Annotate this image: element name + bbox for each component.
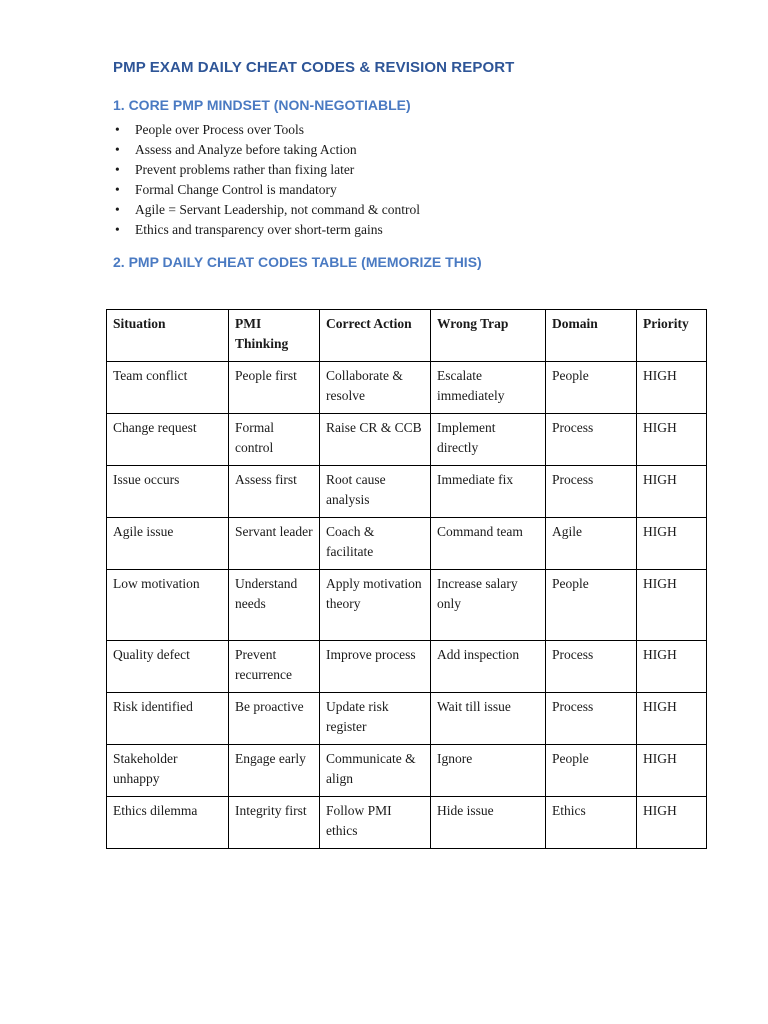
table-header-row — [107, 310, 707, 362]
cell-situation: Stakeholder unhappy — [107, 745, 229, 797]
cell-wrong-trap: Ignore — [431, 745, 546, 797]
cell-correct-action: Follow PMI ethics — [320, 797, 431, 849]
column-header-priority: Priority — [637, 310, 707, 362]
cell-wrong-trap: Implement directly — [431, 414, 546, 466]
column-header-wrong-trap: Wrong Trap — [431, 310, 546, 362]
cell-wrong-trap: Increase salary only — [431, 570, 546, 641]
cell-priority: HIGH — [637, 518, 707, 570]
cell-priority: HIGH — [637, 466, 707, 518]
cell-wrong-trap: Add inspection — [431, 641, 546, 693]
cell-domain: Agile — [546, 518, 637, 570]
cell-situation: Low motivation — [107, 570, 229, 641]
column-header-correct-action: Correct Action — [320, 310, 431, 362]
cell-correct-action: Communicate & align — [320, 745, 431, 797]
cell-pmi-thinking: Be proactive — [229, 693, 320, 745]
cell-pmi-thinking: Formal control — [229, 414, 320, 466]
bullet-text: Formal Change Control is mandatory — [135, 182, 337, 197]
bullet-text: Agile = Servant Leadership, not command & control — [135, 202, 421, 217]
table-row — [107, 518, 707, 570]
cell-pmi-thinking: Prevent recurrence — [229, 641, 320, 693]
cell-priority: HIGH — [637, 414, 707, 466]
cell-priority: HIGH — [637, 570, 707, 641]
bullet-item — [113, 200, 420, 220]
cell-priority: HIGH — [637, 641, 707, 693]
cell-situation: Team conflict — [107, 362, 229, 414]
cell-correct-action: Raise CR & CCB — [320, 414, 431, 466]
bullet-icon: • — [115, 142, 120, 157]
cell-priority: HIGH — [637, 362, 707, 414]
table-row — [107, 641, 707, 693]
bullet-item — [113, 180, 420, 200]
cell-priority: HIGH — [637, 797, 707, 849]
document-title: PMP EXAM DAILY CHEAT CODES & REVISION REPORT — [113, 59, 515, 76]
cell-correct-action: Update risk register — [320, 693, 431, 745]
cell-wrong-trap: Hide issue — [431, 797, 546, 849]
cell-correct-action: Improve process — [320, 641, 431, 693]
cell-pmi-thinking: Servant leader — [229, 518, 320, 570]
bullet-text: People over Process over Tools — [135, 122, 305, 137]
bullet-icon: • — [115, 222, 120, 237]
mindset-bullet-list — [113, 120, 420, 240]
cheat-codes-table — [106, 309, 707, 849]
cell-correct-action: Collaborate & resolve — [320, 362, 431, 414]
bullet-text: Ethics and transparency over short-term gains — [135, 222, 383, 237]
column-header-pmi-thinking: PMI Thinking — [229, 310, 320, 362]
cell-situation: Risk identified — [107, 693, 229, 745]
cell-domain: Process — [546, 466, 637, 518]
cell-situation: Ethics dilemma — [107, 797, 229, 849]
table-row — [107, 693, 707, 745]
bullet-item — [113, 160, 420, 180]
cell-pmi-thinking: People first — [229, 362, 320, 414]
bullet-icon: • — [115, 162, 120, 177]
cell-pmi-thinking: Engage early — [229, 745, 320, 797]
table-row — [107, 414, 707, 466]
cell-correct-action: Apply motivation theory — [320, 570, 431, 641]
bullet-item — [113, 220, 420, 240]
table-row — [107, 362, 707, 414]
cell-situation: Issue occurs — [107, 466, 229, 518]
table-row — [107, 570, 707, 641]
cell-situation: Agile issue — [107, 518, 229, 570]
cell-domain: People — [546, 745, 637, 797]
cell-domain: Process — [546, 414, 637, 466]
bullet-item — [113, 120, 420, 140]
bullet-icon: • — [115, 182, 120, 197]
cell-situation: Quality defect — [107, 641, 229, 693]
cell-pmi-thinking: Assess first — [229, 466, 320, 518]
column-header-situation: Situation — [107, 310, 229, 362]
section-heading-core-mindset: 1. CORE PMP MINDSET (NON-NEGOTIABLE) — [113, 97, 411, 113]
cell-priority: HIGH — [637, 745, 707, 797]
cell-pmi-thinking: Integrity first — [229, 797, 320, 849]
cell-domain: Process — [546, 641, 637, 693]
bullet-text: Prevent problems rather than fixing later — [135, 162, 355, 177]
section-heading-cheat-codes: 2. PMP DAILY CHEAT CODES TABLE (MEMORIZE THIS) — [113, 254, 482, 270]
cell-situation: Change request — [107, 414, 229, 466]
cell-pmi-thinking: Understand needs — [229, 570, 320, 641]
table-row — [107, 745, 707, 797]
cell-correct-action: Root cause analysis — [320, 466, 431, 518]
cell-domain: Process — [546, 693, 637, 745]
cell-domain: People — [546, 570, 637, 641]
bullet-icon: • — [115, 202, 120, 217]
cell-domain: Ethics — [546, 797, 637, 849]
bullet-item — [113, 140, 420, 160]
column-header-domain: Domain — [546, 310, 637, 362]
bullet-icon: • — [115, 122, 120, 137]
cell-priority: HIGH — [637, 693, 707, 745]
bullet-text: Assess and Analyze before taking Action — [135, 142, 357, 157]
cell-wrong-trap: Command team — [431, 518, 546, 570]
table-row — [107, 797, 707, 849]
cell-wrong-trap: Immediate fix — [431, 466, 546, 518]
cell-wrong-trap: Wait till issue — [431, 693, 546, 745]
table-row — [107, 466, 707, 518]
cell-wrong-trap: Escalate immediately — [431, 362, 546, 414]
cell-correct-action: Coach & facilitate — [320, 518, 431, 570]
cell-domain: People — [546, 362, 637, 414]
